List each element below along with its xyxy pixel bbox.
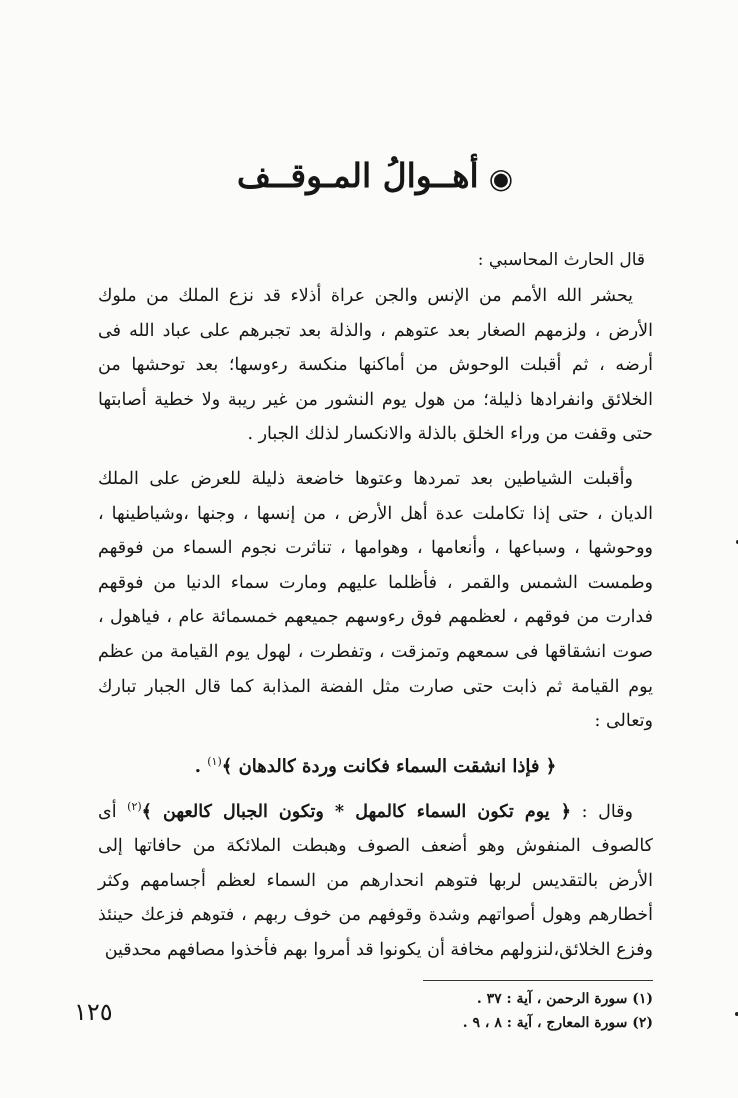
paragraph-3-lead: وقال : [581,801,633,822]
paragraph-3 [98,790,653,968]
paragraph-1: يحشر الله الأمم من الإنس والجن عراة أذلاء قد نزع الملك من ملوك الأرض ، ولزمهم الصغار بعد عتوهم ، والذلة بعد تجبرهم على عباد الله فى أرضه ، ثم أقبلت الوحوش من أماكنها منكسة رءوسها؛ بعد توحشها من الخلائق وانفرادها ذليلة؛ من هول يوم النشور من غير ريبة ولا خطية أصابتها حتى وقفت من وراء الخلق بالذلة والانكسار لذلك الجبار . [98,286,653,445]
chapter-title [98,156,653,195]
footnote-ref-2: (٢) [127,799,142,813]
paragraph-3-text: أى كالصوف المنفوش وهو أضعف الصوف وهبطت الملائكة من حافاتها إلى الأرض بالتقديس لربها فتوهم انحدارهم من السماء لعظم أجسامهم وكثر أخطارهم وهول أصواتهم وشدة وقوفهم من خوف ربهم ، فتوهم فزعك حينئذ وفزع الخلائق،لنزولهم مخافة أن يكونوا قد أمروا بهم فأخذوا مصافهم محدقين [98,801,653,960]
footnote-1: (١) سورة الرحمن ، آية : ٣٧ . [476,990,653,1007]
verse-1: ﴿ فإذا انشقت السماء فكانت وردة كالدهان ﴾$^{(١)}$ . [194,754,557,777]
chapter-title-text: أهــوالُ المـوقــف [236,156,479,195]
paragraph-2: وأقبلت الشياطين بعد تمردها وعتوها خاضعة ذليلة للعرض على الملك الديان ، حتى إذا تكاملت عدة أهل الأرض ، من إنسها ، وجنها ،وشياطينها ، ووحوشها ، وسباعها ، وأنعامها ، وهوامها ، تناثرت نجوم السماء من فوقهم وطمست الشمس والقمر ، فأظلما عليهم ومارت سماء الدنيا من فوقهم فدارت من فوقهم ، لعظمهم فوق رءوسهم جميعهم خمسمائة عام ، فياهول ، صوت انشقاقها فى سمعهم وتمزقت ، وتفطرت ، لهول يوم القيامة من عظم يوم القيامة ثم ذابت حتى صارت مثل الفضة المذابة كما قال الجبار تبارك وتعالى : [98,468,653,732]
circled-dot-icon: ◉ [488,161,515,195]
page-number: ١٢٥ [74,998,113,1026]
page-body [98,140,653,1035]
footnote-ref-1: (١) [207,754,222,768]
footnote-divider [423,980,653,981]
verse-2-text: ﴿ يوم تكون السماء كالمهل * وتكون الجبال كالعهن ﴾ [141,801,572,822]
intro-line: قال الحارث المحاسبي : [477,250,645,270]
footnote-2: (٢) سورة المعارج ، آية : ٨ ، ٩ . [462,1014,653,1031]
verse-1-text: ﴿ فإذا انشقت السماء فكانت وردة كالدهان ﴾ [221,755,557,777]
